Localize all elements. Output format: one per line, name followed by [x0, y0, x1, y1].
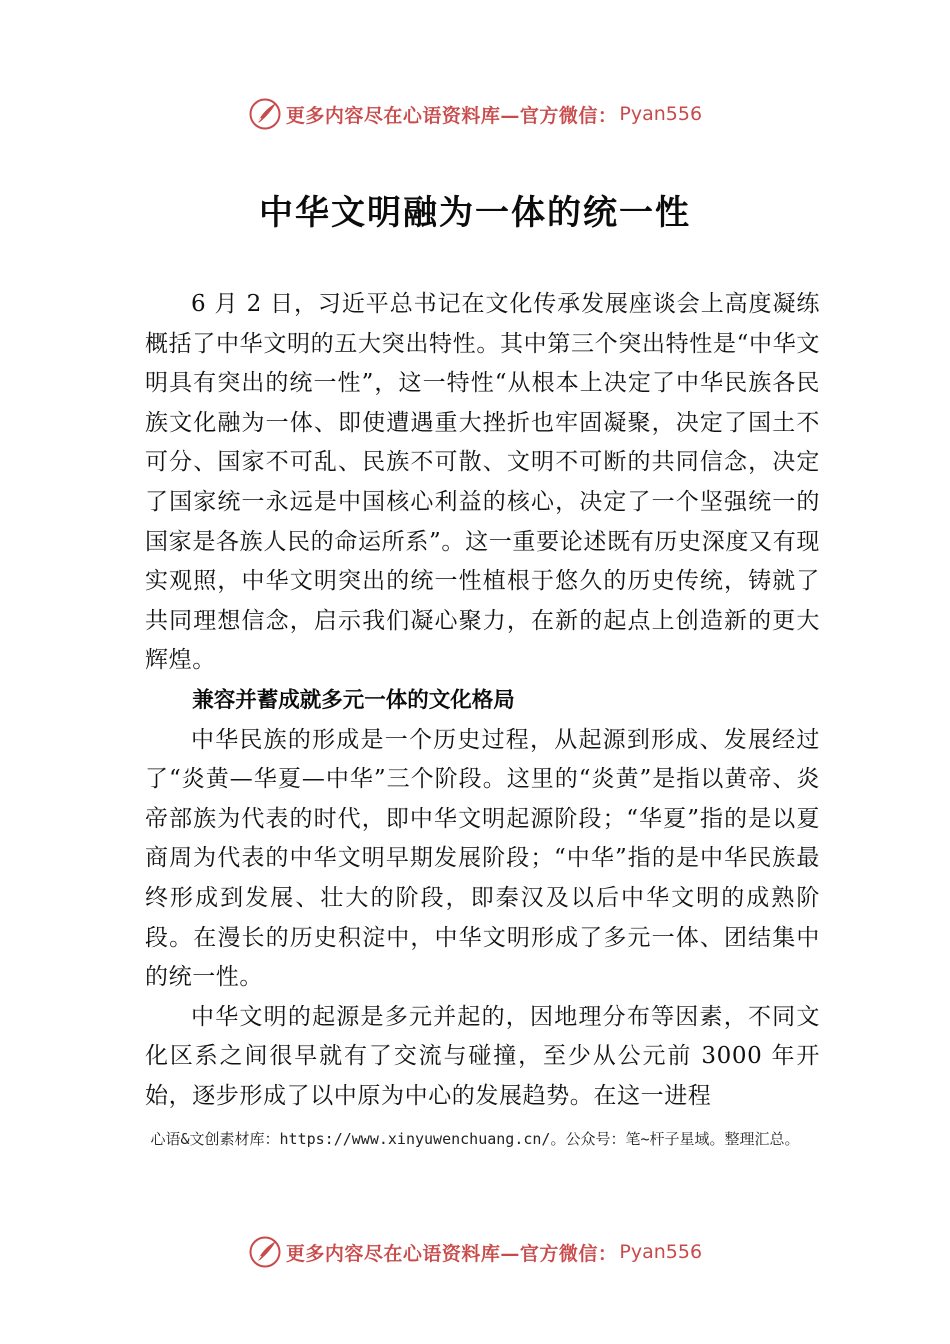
banner-text: 更多内容尽在心语资料库—官方微信： [285, 104, 618, 127]
section-heading: 兼容并蓄成就多元一体的文化格局 [192, 687, 515, 713]
header-banner [0, 94, 950, 134]
source-footnote: 心语&文创素材库：https://www.xinyuwenchuang.cn/。公众号：笔~杆子星域。整理汇总。 [150, 1130, 800, 1148]
body-paragraph-2: 中华民族的形成是一个历史过程，从起源到形成、发展经过了“炎黄—华夏—中华”三个阶段。这里的“炎黄”是指以黄帝、炎帝部族为代表的时代，即中华文明起源阶段；“华夏”指的是以夏商周为代表的中华文明早期发展阶段；“中华”指的是中华民族最终形成到发展、壮大的阶段，即秦汉及以后中华文明的成熟阶段。在漫长的历史积淀中，中华文明形成了多元一体、团结集中的统一性。 [145, 726, 820, 991]
document-title: 中华文明融为一体的统一性 [259, 193, 691, 233]
body-paragraph-3: 中华文明的起源是多元并起的，因地理分布等因素，不同文化区系之间很早就有了交流与碰撞，至少从公元前 3000 年开始，逐步形成了以中原为中心的发展趋势。在这一进程 [145, 1003, 820, 1109]
quill-pen-icon [248, 97, 282, 131]
footer-banner [0, 1232, 950, 1272]
banner-wechat-id: Pyan556 [619, 103, 703, 125]
body-paragraph-1: 6 月 2 日，习近平总书记在文化传承发展座谈会上高度凝练概括了中华文明的五大突出特性。其中第三个突出特性是“中华文明具有突出的统一性”，这一特性“从根本上决定了中华民族各民族文化融为一体、即使遭遇重大挫折也牢固凝聚，决定了国土不可分、国家不可乱、民族不可散、文明不可断的共同信念，决定了国家统一永远是中国核心利益的核心，决定了一个坚强统一的国家是各族人民的命运所系”。这一重要论述既有历史深度又有现实观照，中华文明突出的统一性植根于悠久的历史传统，铸就了共同理想信念，启示我们凝心聚力，在新的起点上创造新的更大辉煌。 [145, 291, 820, 674]
banner-text: 更多内容尽在心语资料库—官方微信： [285, 1242, 618, 1265]
banner-wechat-id: Pyan556 [619, 1241, 703, 1263]
document-body [145, 285, 820, 1116]
quill-pen-icon [248, 1235, 282, 1269]
